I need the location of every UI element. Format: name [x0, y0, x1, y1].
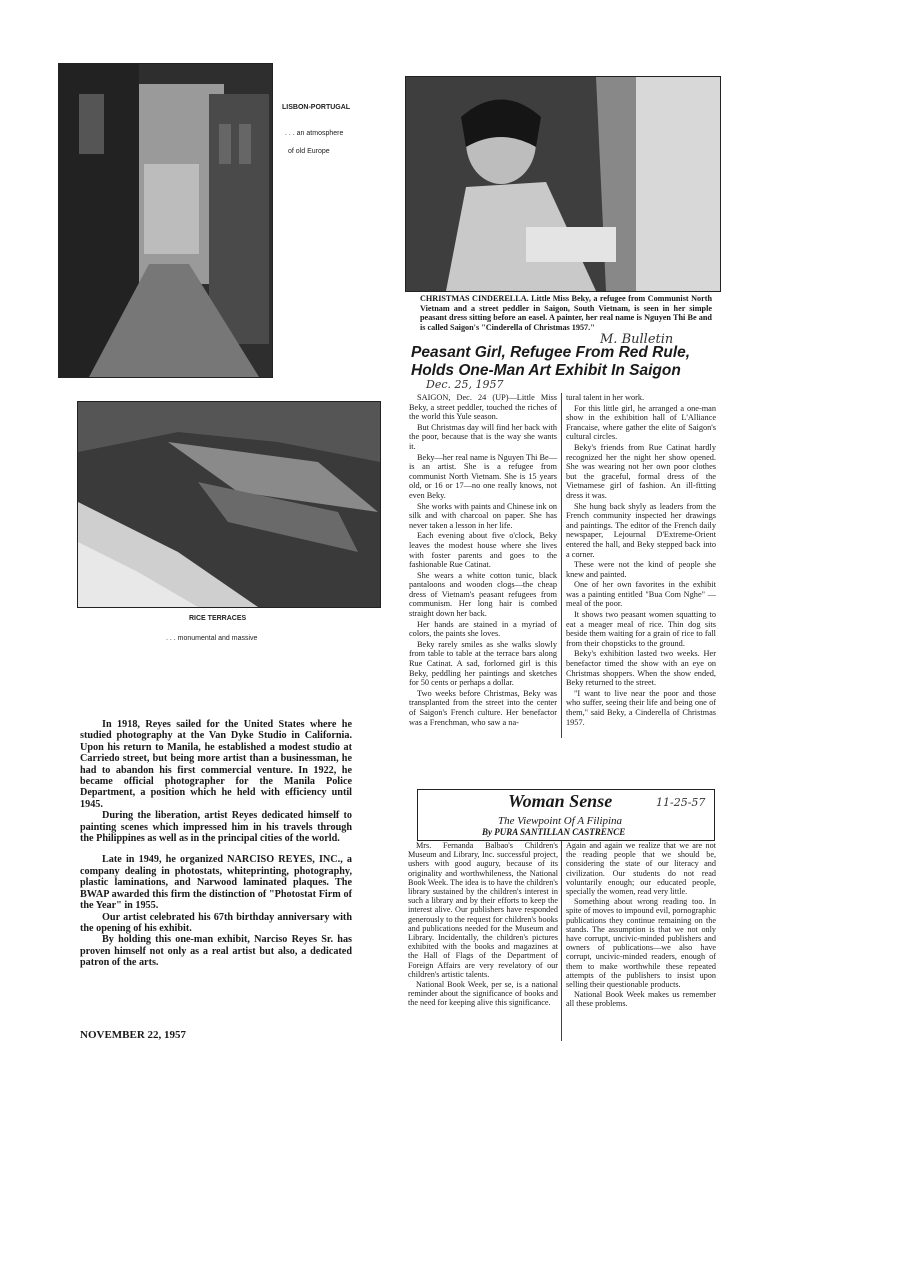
article-paragraph: "I want to live near the poor and those who suffer, seeing their life and being one of them," said Beky, a Cinderella of Christmas 1957. [566, 688, 716, 727]
cinderella-headline-2: Holds One-Man Art Exhibit In Saigon [411, 362, 681, 379]
reyes-paragraph: Our artist celebrated his 67th birthday anniversary with the opening of his exhibit. [80, 911, 352, 934]
rice-line1: . . . monumental and massive [166, 635, 258, 642]
article-paragraph: Beky's exhibition lasted two weeks. Her benefactor timed the show with an eye on Christmas shoppers. When the show ended, Beky returned to the street. [566, 649, 716, 688]
article-paragraph: Each evening about five o'clock, Beky leaves the modest house where she lives with foster parents and goes to the fashionable Rue Catinat. [409, 531, 557, 570]
article-paragraph: One of her own favorites in the exhibit was a painting entitled "Bua Com Nghe" — meal of the poor. [566, 580, 716, 609]
article-paragraph: Beky—her real name is Nguyen Thi Be—is an artist. She is a refugee from communist North Vietnam. She is 15 years old, or 16 or 17—no one really knows, not even Beky. [409, 452, 557, 500]
handwritten-date: 11-25-57 [656, 796, 706, 809]
woman-sense-subtitle: The Viewpoint Of A Filipina [498, 815, 623, 827]
article-paragraph: Two weeks before Christmas, Beky was transplanted from the street into the center of Saigon's French culture. Her benefactor was a Frenchman, who saw a na- [409, 688, 557, 727]
woman-column-2 [566, 841, 716, 1010]
handwritten-date: Dec. 25, 1957 [426, 378, 504, 391]
article-paragraph: For this little girl, he arranged a one-man show in the exhibition hall of L'Alliance Francaise, where gather the elite of Saigon's cultural circles. [566, 403, 716, 442]
woman-column-1 [408, 841, 558, 1009]
reyes-paragraph: Late in 1949, he organized NARCISO REYES, INC., a company dealing in photostats, whiteprinting, photography, plastic laminations, and Narwood laminated plaques. The BWAP awarded this firm the distinction of "Photostat Firm of the Year" in 1955. [80, 854, 352, 912]
woman-sense-title: Woman Sense [508, 791, 613, 811]
page-date: NOVEMBER 22, 1957 [80, 1029, 187, 1041]
rice-terraces-painting [77, 401, 381, 608]
woman-sense-byline: By PURA SANTILLAN CASTRENCE [482, 827, 626, 837]
article-paragraph: tural talent in her work. [566, 393, 645, 402]
article-paragraph: Mrs. Fernanda Balbao's Children's Museum and Library, Inc. successful project, ushers with good augury, because of its originality and worthwhileness, the National Book Week. The idea is to have the children's library sustained by the children's interest in such a library and by their efforts to keep the interest alive. Our publishers have responded generously to the request for children's books and publications needed for the Museum and Library. Incidentally, the children's pictures exhibited with the books and magazines at the Hall of Flags of the Department of Foreign Affairs are very revelatory of our children's artistic talents. [408, 841, 558, 979]
handwritten-source: M. Bulletin [600, 332, 674, 347]
article-paragraph: But Christmas day will find her back with the poor, because that is the way she wants it. [409, 422, 557, 451]
article-paragraph: Her hands are stained in a myriad of colors, the paints she loves. [409, 619, 557, 639]
cinderella-column-2 [566, 393, 716, 728]
article-paragraph: Something about wrong reading too. In spite of moves to impound evil, pornographic publications they continue remaining on the stands. The assumption is that we not only have corrupt, uncivic-minded publishers and owners of publications—we also have corrupt, uncivic-minded readers, enough of them to make worthwhile these repeated attempts of the publishers to insist upon selling their questionable products. [566, 897, 716, 990]
column-rule [561, 393, 562, 738]
article-paragraph: SAIGON, Dec. 24 (UP)—Little Miss Beky, a street peddler, touched the riches of the world this Yule season. [409, 393, 557, 422]
lisbon-line1: . . . an atmosphere [285, 130, 344, 137]
column-rule [561, 841, 562, 1041]
article-paragraph: Again and again we realize that we are not the reading people that we should be, considering the state of our literacy and civilization. Our students do not read voluntarily enough; our educated people, specially the women, read very little. [566, 841, 716, 897]
lisbon-painting [58, 63, 273, 378]
article-paragraph: National Book Week, per se, is a national reminder about the significance of books and the need for keeping alive this significance. [408, 980, 558, 1008]
reyes-paragraph: By holding this one-man exhibit, Narciso Reyes Sr. has proven himself not only as a real artist but also, a dedicated patron of the arts. [80, 934, 352, 969]
lisbon-title: LISBON-PORTUGAL [282, 104, 351, 111]
reyes-article [80, 719, 352, 969]
rice-title: RICE TERRACES [189, 615, 247, 622]
article-paragraph: Beky rarely smiles as she walks slowly from table to table at the terrace bars along Rue Catinat. A sad, forlorned girl is this Beky, peddling her paintings and sketches for 50 cents or perhaps a dollar. [409, 639, 557, 688]
reyes-paragraph: During the liberation, artist Reyes dedicated himself to painting scenes which impressed him in his travels through the Philippines as well as in the principal cities of the world. [80, 810, 352, 845]
article-paragraph: Beky's friends from Rue Catinat hardly recognized her the night her show opened. She was wearing not her own poor clothes but the graceful, formal dress of the Vietnamese girl of fashion. An ill-fitting dress it was. [566, 442, 716, 500]
cinderella-caption: CHRISTMAS CINDERELLA. Little Miss Beky, a refugee from Communist North Vietnam and a street peddler in Saigon, South Vietnam, is seen in her simple peasant dress sitting before an easel. A painter, her real name is Nguyen Thi Be and is called Saigon's "Cinderella of Christmas 1957." [420, 294, 712, 332]
article-paragraph: She works with paints and Chinese ink on silk and with charcoal on paper. She has never taken a lesson in her life. [409, 501, 557, 530]
beky-photo [405, 76, 721, 292]
cinderella-column-1 [409, 393, 557, 728]
article-paragraph: National Book Week makes us remember all these problems. [566, 990, 716, 1009]
reyes-paragraph: In 1918, Reyes sailed for the United States where he studied photography at the Van Dyke Studio in California. Upon his return to Manila, he established a modest studio at Carriedo street, but being more artist than a businessman, he had to abandon his first commercial venture. In 1922, he became official photographer for the Manila Police Department, a position which he held with efficiency until 1945. [80, 719, 352, 810]
article-paragraph: These were not the kind of people she knew and painted. [566, 560, 716, 579]
lisbon-line2: of old Europe [288, 148, 330, 155]
article-paragraph: It shows two peasant women squatting to eat a meager meal of rice. Thin dog sits beside them waiting for a grain of rice to fall from their chopsticks to the ground. [566, 610, 716, 648]
article-paragraph: She hung back shyly as leaders from the French community inspected her drawings and paintings. The editor of the French daily newspaper, Lejournal D'Extreme-Orient entered the hall, and Beky stepped back into a corner. [566, 501, 716, 559]
cinderella-headline-1: Peasant Girl, Refugee From Red Rule, [411, 344, 691, 361]
article-paragraph: She wears a white cotton tunic, black pantaloons and wooden clogs—the cheap dress of Vietnam's peasant refugees from communism. Her long hair is combed straight down her back. [409, 570, 557, 619]
